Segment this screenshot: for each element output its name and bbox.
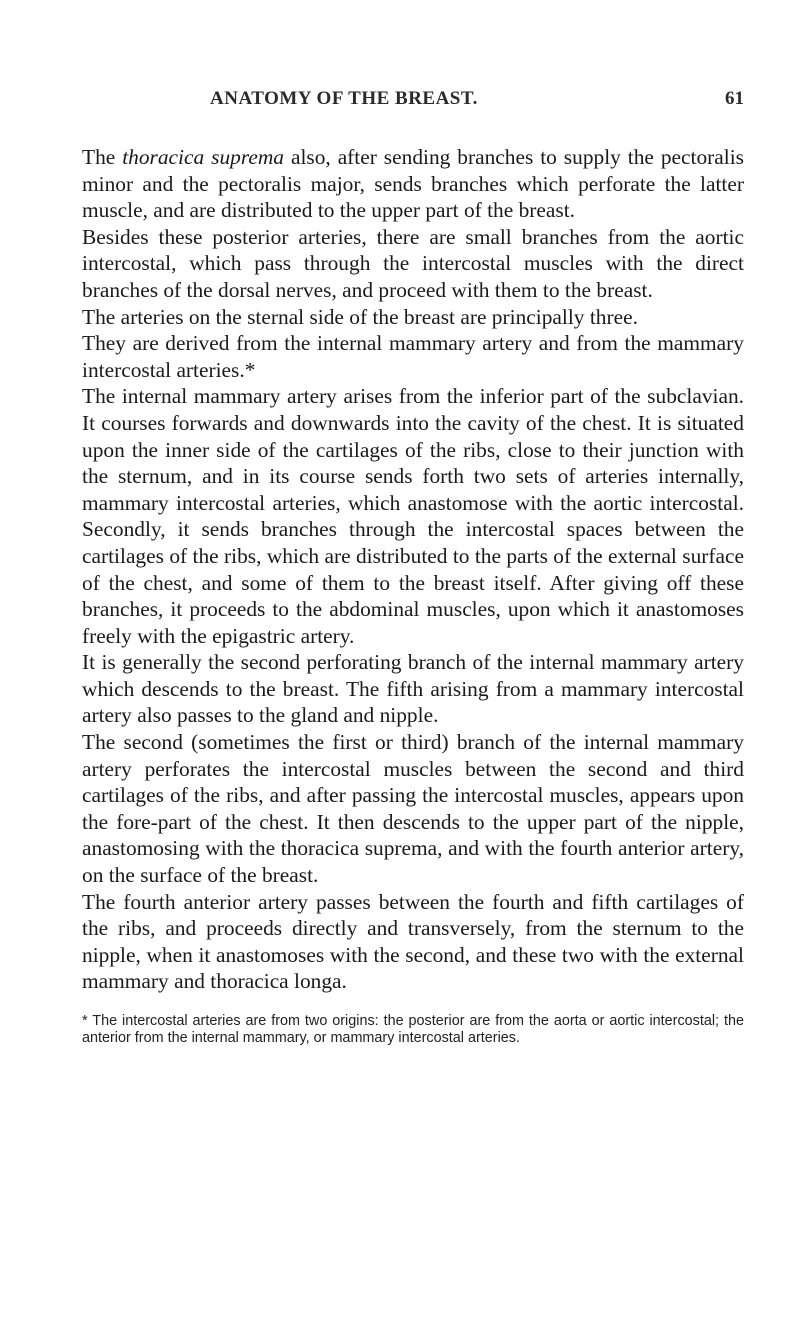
book-page [68,88,744,1047]
paragraph-posterior-arteries: Besides these posterior arteries, there are small branches from the aortic intercostal, which pass through the intercostal muscles with the direct branches of the dorsal nerves, and proceed with them to the breast. [82,224,744,302]
paragraph-prefix: The [82,145,123,169]
paragraph-thoracica-suprema [68,144,744,224]
footnote-text: * The intercostal arteries are from two origins: the posterior are from the aorta or aortic intercostal; the anterior from the internal mammary, or mammary intercostal arteries. [82,1013,744,1046]
page-number: 61 [725,88,744,109]
footnote [68,1013,744,1047]
paragraph-second-perforating: It is generally the second perforating branch of the internal mammary artery which descends to the breast. The fifth arising from a mammary intercostal artery also passes to the gland and nipple. [82,650,744,728]
paragraph-internal-mammary: The internal mammary artery arises from the inferior part of the subclavian. It courses forwards and downwards into the cavity of the chest. It is situated upon the inner side of the cartilages of the ribs, close to their junction with the sternum, and in its course sends forth two sets of arteries internally, mammary intercostal arteries, which anastomose with the aortic intercostal. Secondly, it sends branches through the intercostal spaces between the cartilages of the ribs, which are distributed to the parts of the external surface of the chest, and some of them to the breast itself. After giving off these branches, it proceeds to the abdominal muscles, upon which it anastomoses freely with the epigastric artery. [82,384,744,648]
paragraph-derived-from: They are derived from the internal mammary artery and from the mammary intercostal arteries.* [82,331,744,382]
paragraph-sternal-side: The arteries on the sternal side of the breast are principally three. [82,304,638,329]
body-text [68,144,744,995]
paragraph-rest: also, after sending branches to supply the pectoralis minor and the pectoralis major, sends branches which perforate the latter muscle, and are distributed to the upper part of the breast. [82,145,745,223]
paragraph-second-branch: The second (sometimes the first or third) branch of the internal mammary artery perforates the intercostal muscles between the second and third cartilages of the ribs, and after passing the intercostal muscles, appears upon the fore-part of the chest. It then descends to the upper part of the nipple, anastomosing with the thoracica suprema, and with the fourth anterior artery, on the surface of the breast. [82,730,744,888]
running-title: ANATOMY OF THE BREAST. [210,88,478,109]
italic-term: thoracica suprema [122,145,285,169]
paragraph-fourth-anterior: The fourth anterior artery passes between the fourth and fifth cartilages of the ribs, and proceeds directly and transversely, from the sternum to the nipple, when it anastomoses with the second, and these two with the external mammary and thoracica longa. [82,889,744,994]
running-head [68,88,744,122]
